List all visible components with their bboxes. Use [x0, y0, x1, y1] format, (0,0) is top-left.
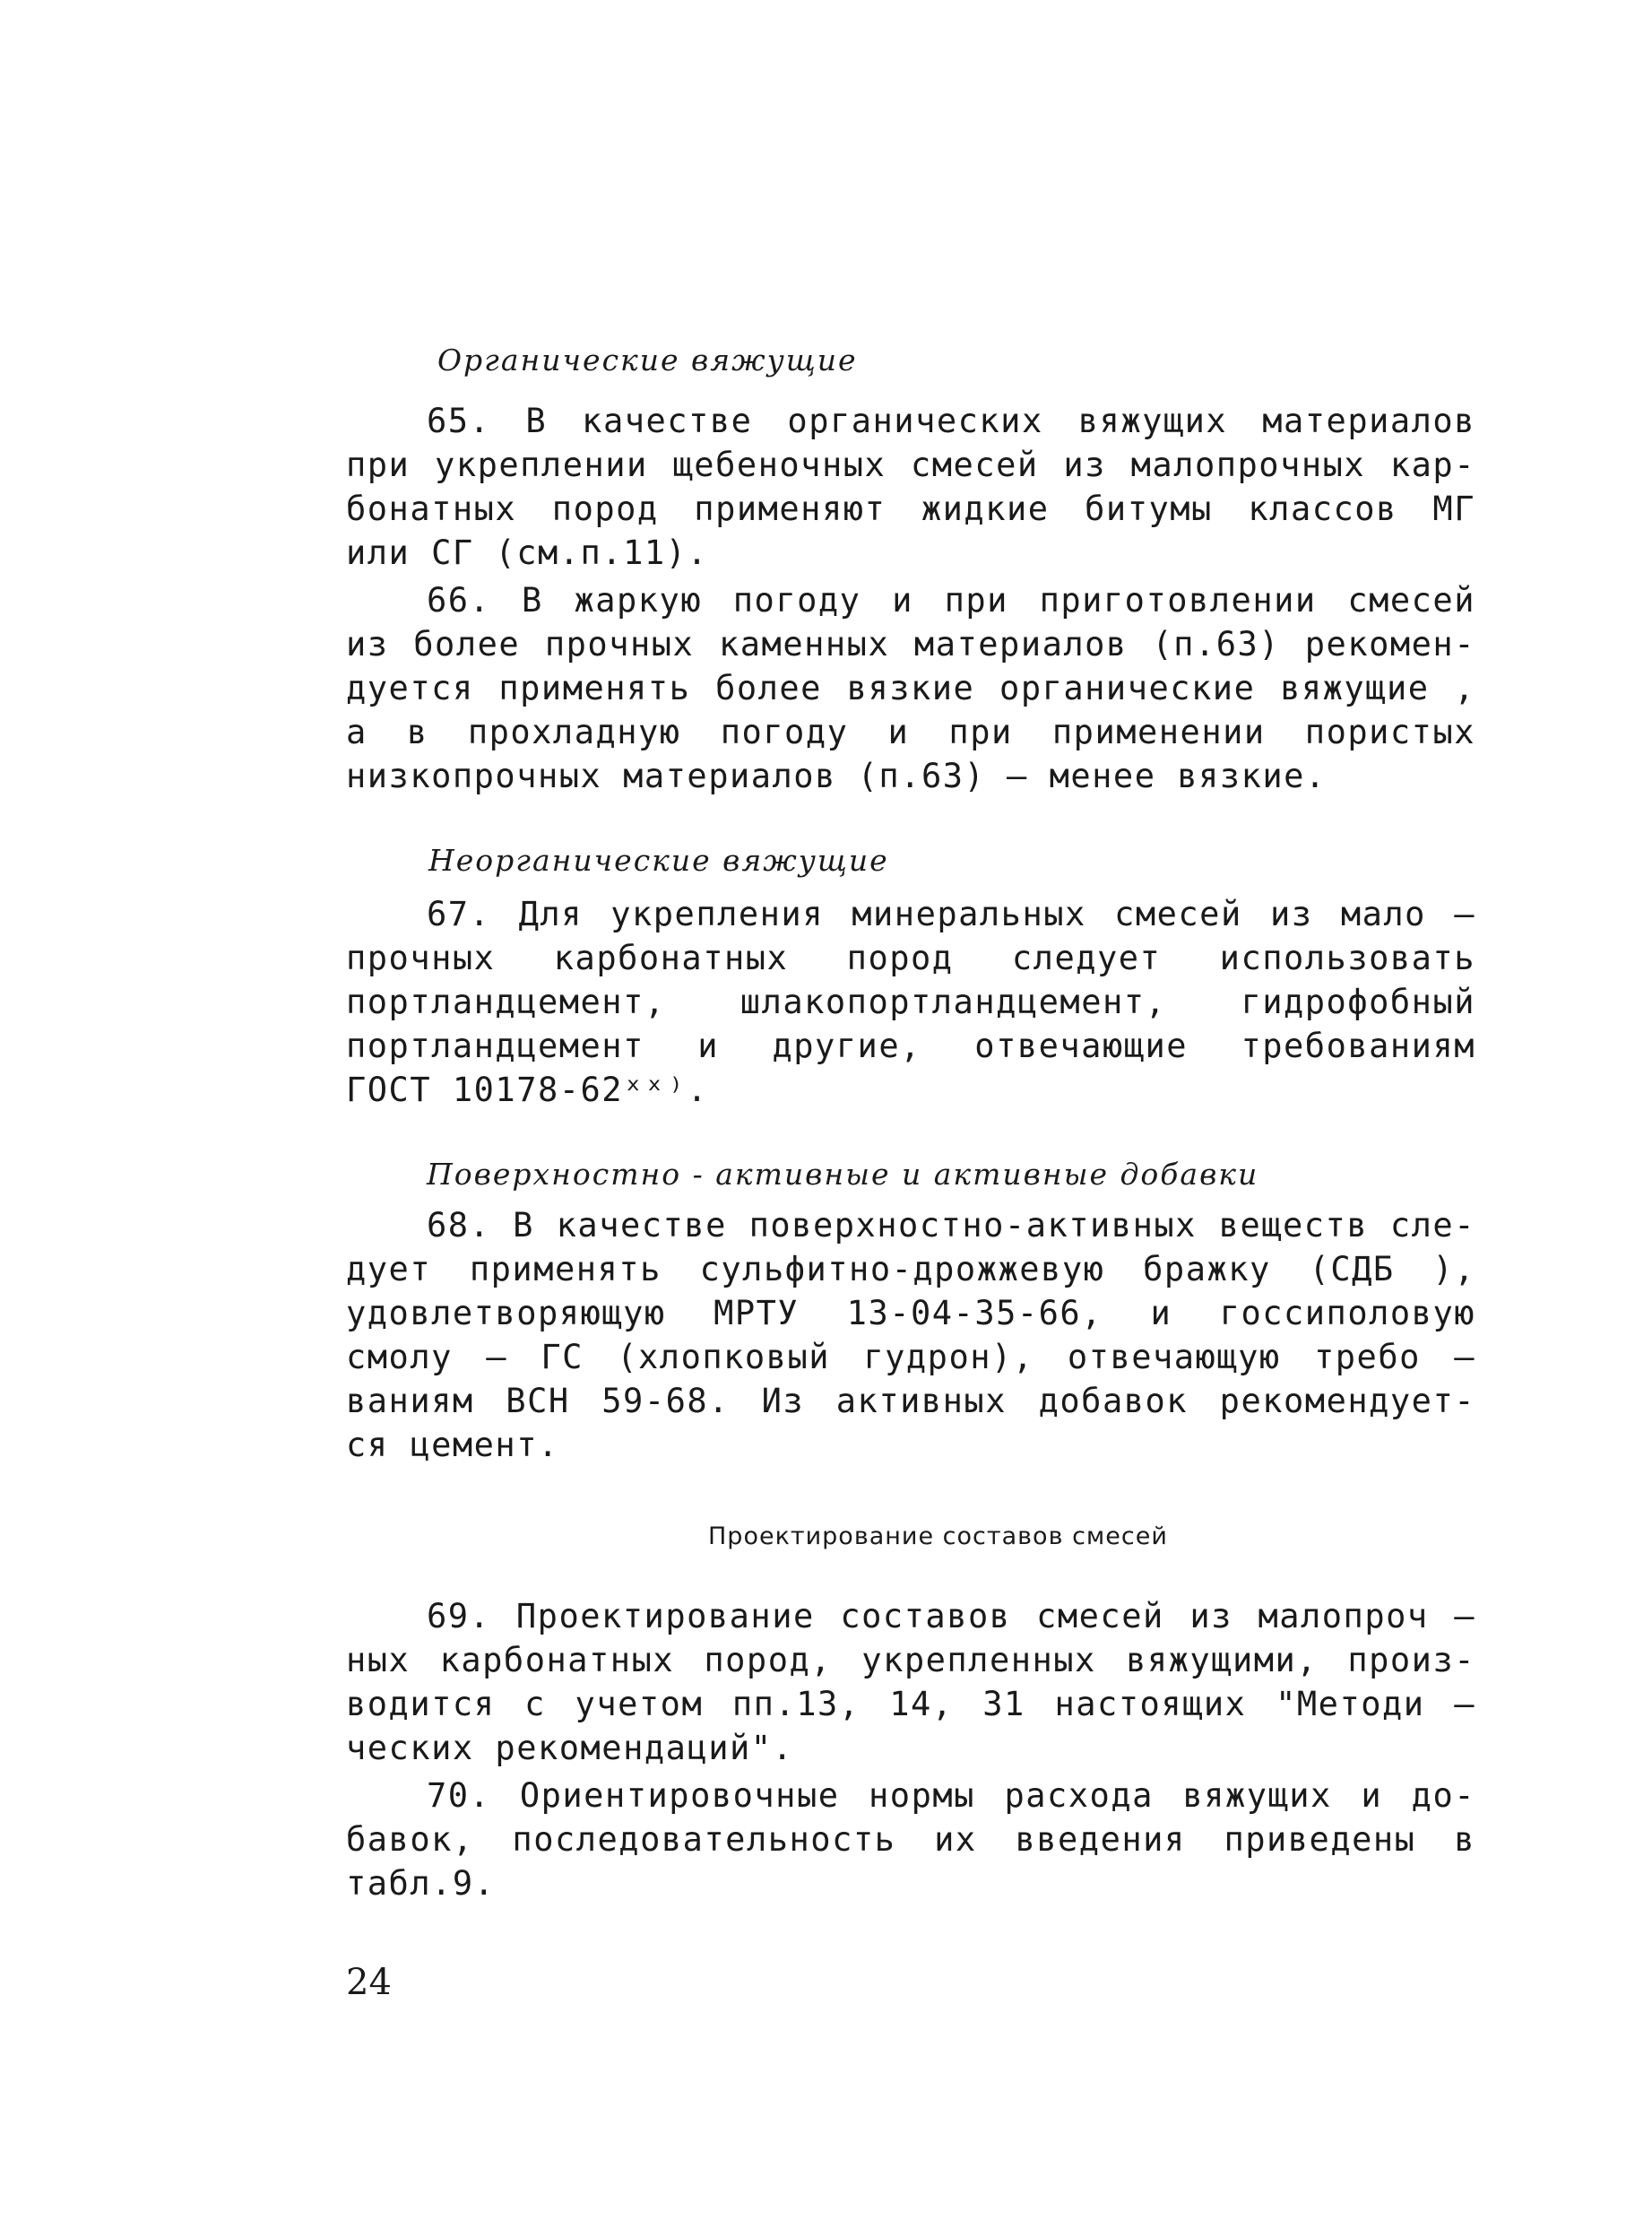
text-line: низкопрочных материалов (п.63) – менее вязкие. [346, 757, 1327, 795]
text-line: 67. Для укрепления минеральных смесей из мало – [427, 895, 1475, 933]
paragraph-68 [346, 1203, 1475, 1467]
text-line: при укреплении щебеночных смесей из малопрочных кар- [346, 446, 1475, 484]
section-heading-organic: Органические вяжущие [437, 343, 858, 377]
paragraph-69 [346, 1594, 1475, 1770]
page-number: 24 [346, 1962, 392, 2003]
text-line: 66. В жаркую погоду и при приготовлении смесей [427, 581, 1475, 620]
text-line: ГОСТ 10178-62ˣˣ⁾. [346, 1071, 709, 1109]
text-line: табл.9. [346, 1864, 496, 1903]
text-line: из более прочных каменных материалов (п.63) рекомен- [346, 625, 1475, 664]
text-line: ваниям ВСН 59-68. Из активных добавок рекомендует- [346, 1382, 1475, 1420]
text-line: или СГ (см.п.11). [346, 533, 709, 572]
text-line: прочных карбонатных пород следует использовать [346, 939, 1475, 977]
text-line: портландцемент и другие, отвечающие требованиям [346, 1027, 1475, 1065]
paragraph-65 [346, 399, 1475, 575]
section-heading-inorganic: Неорганические вяжущие [428, 843, 889, 878]
text-line: удовлетворяющую МРТУ 13-04-35-66, и госсиполовую [346, 1294, 1475, 1332]
paragraph-70 [346, 1774, 1475, 1905]
text-line: дуется применять более вязкие органические вяжущие , [346, 669, 1475, 707]
text-line: а в прохладную погоду и при применении пористых [346, 713, 1475, 751]
text-line: бонатных пород применяют жидкие битумы классов МГ [346, 490, 1475, 528]
text-line: ческих рекомендаций". [346, 1729, 794, 1767]
text-line: 65. В качестве органических вяжущих материалов [427, 402, 1475, 440]
text-line: смолу – ГС (хлопковый гудрон), отвечающую требо – [346, 1338, 1475, 1376]
text-line: 69. Проектирование составов смесей из малопроч – [427, 1597, 1475, 1635]
text-line: 68. В качестве поверхностно-активных веществ сле- [427, 1206, 1475, 1245]
text-line: бавок, последовательность их введения приведены в [346, 1820, 1475, 1859]
paragraph-67 [346, 892, 1475, 1112]
section-heading-design: Проектирование составов смесей [708, 1522, 1168, 1550]
paragraph-66 [346, 578, 1475, 798]
text-line: 70. Ориентировочные нормы расхода вяжущих и до- [427, 1776, 1475, 1815]
text-line: водится с учетом пп.13, 14, 31 настоящих "Методи – [346, 1685, 1475, 1723]
text-line: дует применять сульфитно-дрожжевую бражку (СДБ ), [346, 1250, 1475, 1288]
text-line: портландцемент, шлакопортландцемент, гидрофобный [346, 983, 1475, 1021]
section-heading-additives: Поверхностно - активные и активные добавки [427, 1157, 1259, 1192]
text-line: ся цемент. [346, 1426, 559, 1464]
text-line: ных карбонатных пород, укрепленных вяжущими, произ- [346, 1641, 1475, 1679]
